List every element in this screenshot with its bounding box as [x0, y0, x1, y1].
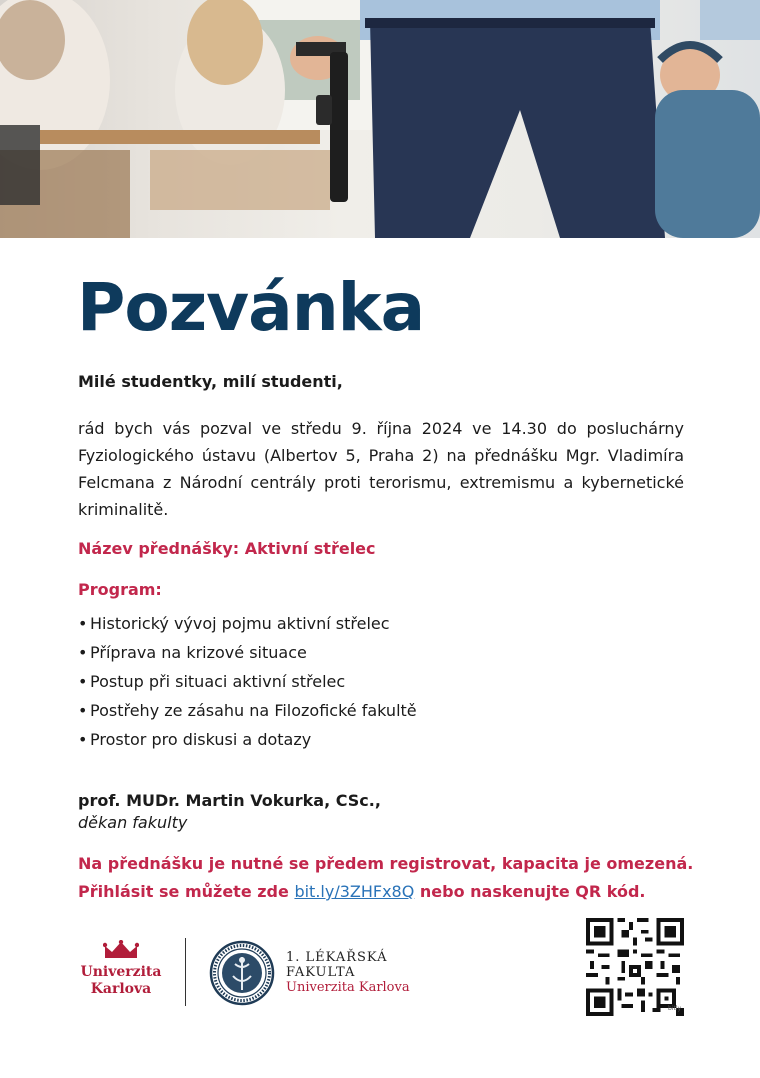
bullet-icon: •: [78, 643, 88, 662]
list-item: [78, 727, 417, 756]
univerzita-karlova-logo: [78, 940, 164, 998]
qr-code-icon[interactable]: [586, 918, 684, 1016]
signature-name: prof. MUDr. Martin Vokurka, CSc.,: [78, 791, 381, 810]
bullet-icon: •: [78, 672, 88, 691]
bullet-icon: •: [78, 701, 88, 720]
program-list: [78, 611, 417, 756]
program-item-label: Prostor pro diskusi a dotazy: [90, 730, 312, 749]
page-title: Pozvánka: [77, 269, 425, 346]
notice-prefix: Přihlásit se můžete zde: [78, 882, 295, 901]
program-item-label: Příprava na krizové situace: [90, 643, 307, 662]
crown-icon: [103, 940, 139, 960]
faculty-name-line-2: FAKULTA: [286, 965, 356, 980]
notice-line-2: [78, 878, 698, 906]
bullet-icon: •: [78, 614, 88, 633]
signature-role: děkan fakulty: [78, 813, 188, 832]
classroom-illustration: [0, 0, 760, 238]
uk-name-line-1: Univerzita: [80, 964, 162, 980]
program-heading: Program:: [78, 580, 162, 599]
program-item-label: Postřehy ze zásahu na Filozofické fakultě: [90, 701, 417, 720]
list-item: [78, 640, 417, 669]
greeting: Milé studentky, milí studenti,: [78, 372, 343, 391]
faculty-logo-text: [286, 950, 410, 995]
hero-photo: [0, 0, 760, 238]
uk-name-line-2: Karlova: [90, 981, 152, 997]
bullet-icon: •: [78, 730, 88, 749]
faculty-name-line-3: Univerzita Karlova: [286, 980, 410, 995]
registration-link[interactable]: bit.ly/3ZHFx8Q: [294, 882, 415, 901]
lecture-title: Název přednášky: Aktivní střelec: [78, 539, 376, 558]
qr-brand-mark: bitly: [668, 1005, 682, 1012]
invitation-body: rád bych vás pozval ve středu 9. října 2024 ve 14.30 do posluchárny Fyziologického ústavu (Albertov 5, Praha 2) na přednášku Mgr. Vladimíra Felcmana z Národní centrály proti terorismu, extremismu a kybernetické kriminalitě.: [78, 419, 684, 519]
notice-suffix: nebo naskenujte QR kód.: [414, 882, 646, 901]
faculty-name-line-1: 1. LÉKAŘSKÁ: [286, 950, 388, 965]
program-item-label: Historický vývoj pojmu aktivní střelec: [90, 614, 390, 633]
notice-line-1: Na přednášku je nutné se předem registrovat, kapacita je omezená.: [78, 854, 694, 873]
program-item-label: Postup při situaci aktivní střelec: [90, 672, 346, 691]
faculty-seal-icon: [209, 940, 275, 1006]
registration-notice: [78, 850, 698, 906]
list-item: [78, 611, 417, 640]
logo-divider: [185, 938, 186, 1006]
list-item: [78, 698, 417, 727]
list-item: [78, 669, 417, 698]
